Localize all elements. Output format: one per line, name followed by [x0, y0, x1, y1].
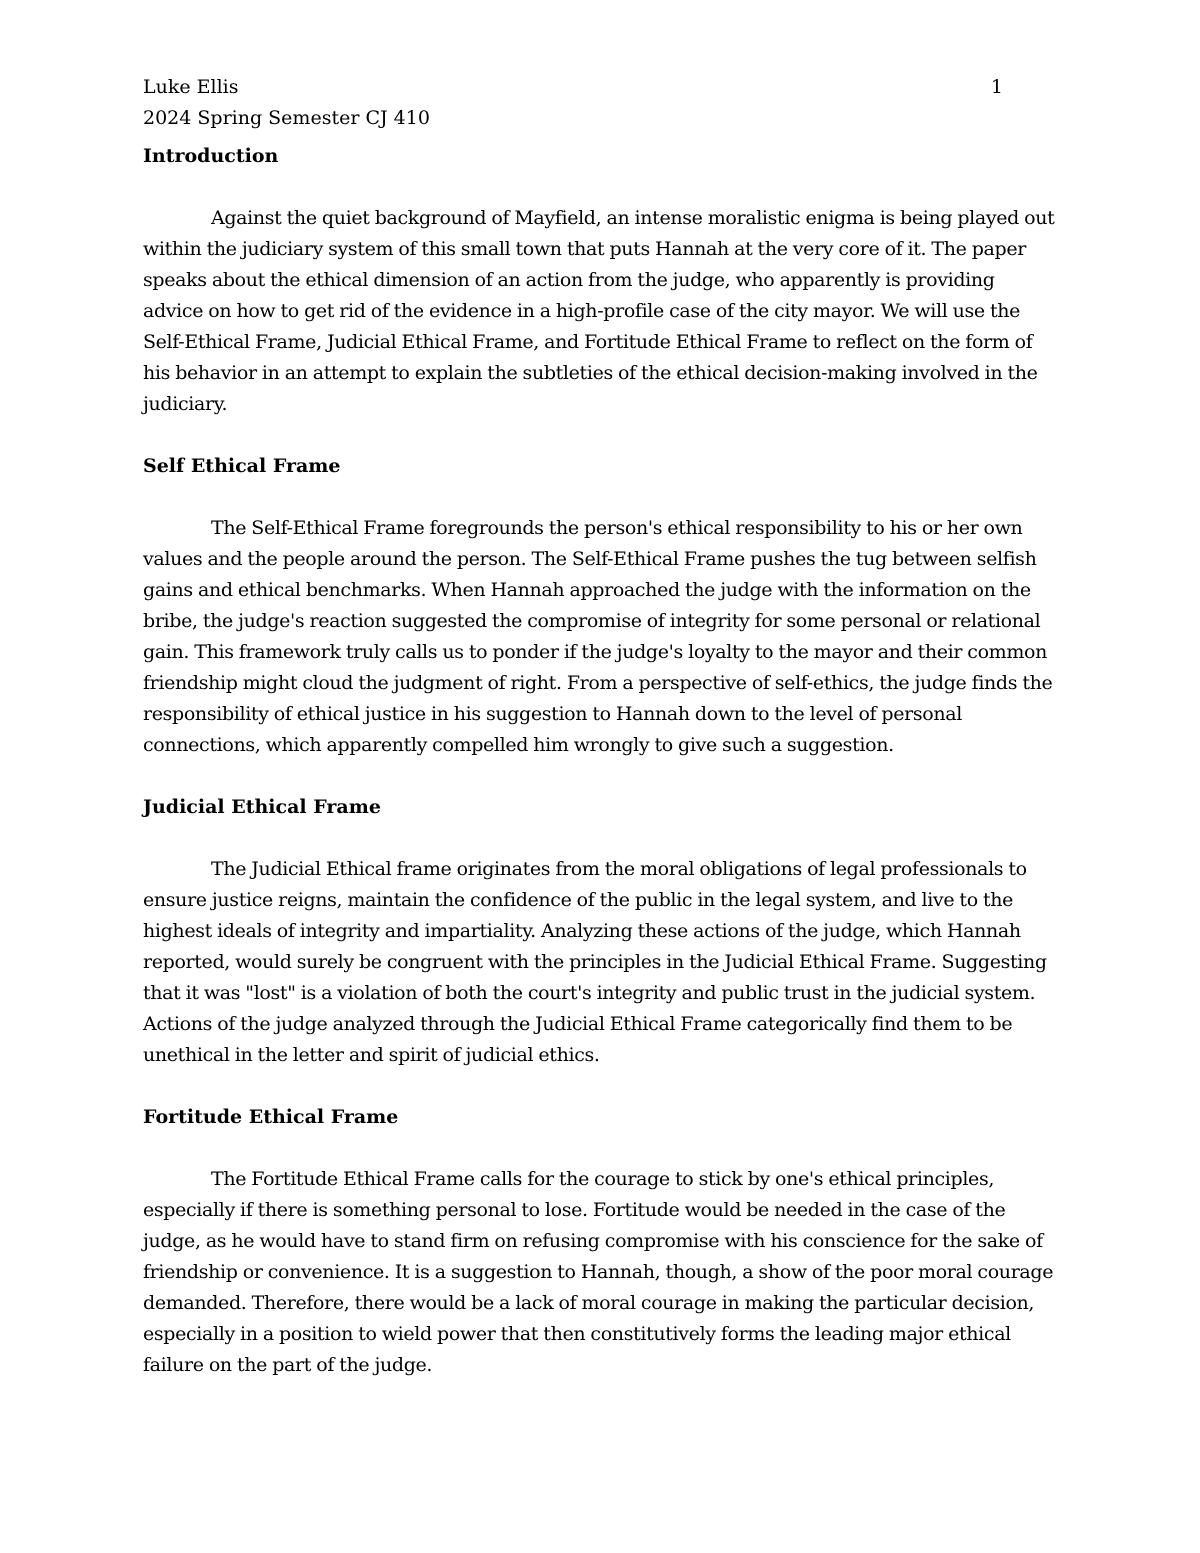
course-info: 2024 Spring Semester CJ 410: [143, 107, 430, 129]
section-heading: Judicial Ethical Frame: [143, 796, 381, 818]
section-judicial-ethical-frame: [143, 792, 1059, 1071]
page-header: [143, 72, 1003, 134]
section-paragraph: Against the quiet background of Mayfield, an intense moralistic enigma is being played out within the judiciary system of this small town that puts Hannah at the very core of it. The paper speaks about the ethical dimension of an action from the judge, who apparently is providing advice on how to get rid of the evidence in a high-profile case of the city mayor. We will use the Self-Ethical Frame, Judicial Ethical Frame, and Fortitude Ethical Frame to reflect on the form of his behavior in an attempt to explain the subtleties of the ethical decision-making involved in the judiciary.: [143, 207, 1055, 415]
section-heading: Introduction: [143, 145, 279, 167]
document-body: [143, 141, 1059, 1412]
section-paragraph: The Judicial Ethical frame originates from the moral obligations of legal professionals to ensure justice reigns, maintain the confidence of the public in the legal system, and live to the highest ideals of integrity and impartiality. Analyzing these actions of the judge, which Hannah reported, would surely be congruent with the principles in the Judicial Ethical Frame. Suggesting that it was "lost" is a violation of both the court's integrity and public trust in the judicial system. Actions of the judge analyzed through the Judicial Ethical Frame categorically find them to be unethical in the letter and spirit of judicial ethics.: [143, 858, 1047, 1066]
section-fortitude-ethical-frame: [143, 1102, 1059, 1381]
page-number: 1: [990, 76, 1003, 98]
section-paragraph: The Fortitude Ethical Frame calls for the courage to stick by one's ethical principles, especially if there is something personal to lose. Fortitude would be needed in the case of the judge, as he would have to stand firm on refusing compromise with his conscience for the sake of friendship or convenience. It is a suggestion to Hannah, though, a show of the poor moral courage demanded. Therefore, there would be a lack of moral courage in making the particular decision, especially in a position to wield power that then constitutively forms the leading major ethical failure on the part of the judge.: [143, 1168, 1054, 1376]
author-name: Luke Ellis: [143, 76, 239, 98]
section-introduction: [143, 141, 1059, 420]
section-heading: Self Ethical Frame: [143, 455, 341, 477]
section-self-ethical-frame: [143, 451, 1059, 761]
section-paragraph: The Self-Ethical Frame foregrounds the person's ethical responsibility to his or her own values and the people around the person. The Self-Ethical Frame pushes the tug between selfish gains and ethical benchmarks. When Hannah approached the judge with the information on the bribe, the judge's reaction suggested the compromise of integrity for some personal or relational gain. This framework truly calls us to ponder if the judge's loyalty to the mayor and their common friendship might cloud the judgment of right. From a perspective of self-ethics, the judge finds the responsibility of ethical justice in his suggestion to Hannah down to the level of personal connections, which apparently compelled him wrongly to give such a suggestion.: [143, 517, 1053, 756]
section-heading: Fortitude Ethical Frame: [143, 1106, 399, 1128]
